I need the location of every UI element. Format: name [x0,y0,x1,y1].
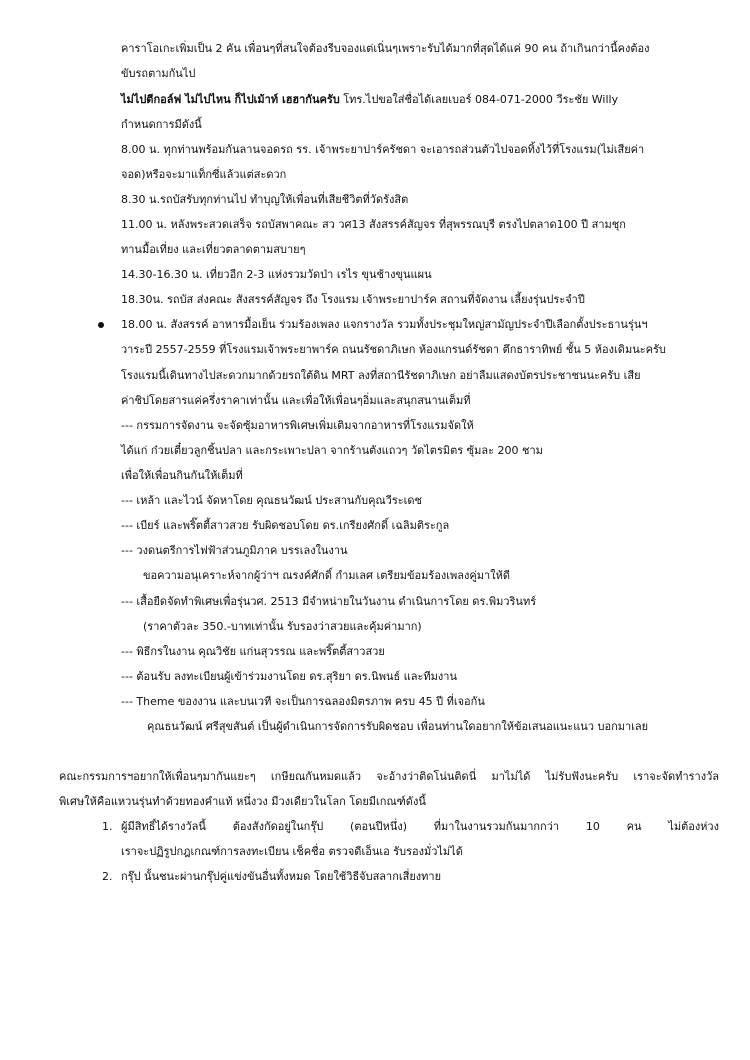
text-line: วาระปี 2557-2559 ที่โรงแรมเจ้าพระยาพาร์ค ถนนรัชดาภิเษก ห้องแกรนด์รัชดา ตึกธาราทิพย์ ชั้น 5 ห้องเดิมนะครับ [121,343,666,356]
list-number: 2. [102,870,113,883]
text-line: จอด)หรือจะมาแท็กซี่แล้วแต่สะดวก [121,168,287,181]
text-line: ขับรถตามกันไป [121,67,196,80]
text-line: 18.30น. รถบัส ส่งคณะ สังสรรค์สัญจร ถึง โรงแรม เจ้าพระยาปาร์ค สถานที่จัดงาน เลี้ยงรุ่นประจำปี [121,293,585,306]
schedule-heading: กำหนดการมีดังนี้ [121,118,202,131]
text-line: ค่าชิปโดยสารแค่ครึ่งราคาเท่านั้น และเพื่อให้เพื่อนๆอิ่มและสนุกสนานเต็มที่ [121,394,471,407]
text-line: --- เสื้อยืดจัดทำพิเศษเพื่อรุ่นวศ. 2513 มีจำหน่ายในวันงาน ดำเนินการโดย ดร.พิมวรินทร์ [121,595,537,608]
text-line: 8.30 น.รถบัสรับทุกท่านไป ทำบุญให้เพื่อนที่เสียชีวิตที่วัดรังสิต [121,193,409,206]
bullet-icon [98,322,104,328]
text-line: (ราคาตัวละ 350.-บาทเท่านั้น รับรองว่าสวยและคุ้มค่ามาก) [143,620,422,633]
list-number: 1. [102,820,113,833]
paragraph-line: คณะกรรมการฯอยากให้เพื่อนๆมากันแยะๆ เกษียณกันหมดแล้ว จะอ้างว่าติดโน่นติดนี่ มาไม่ได้ ไม่รับฟังนะครับ เราจะจัดทำรางวัล [59,770,719,783]
text-line: --- กรรมการจัดงาน จะจัดซุ้มอาหารพิเศษเพิ่มเติมจากอาหารที่โรงแรมจัดให้ [121,419,474,432]
text-line: --- เบียร์ และพริ๊ตตี้สาวสวย รับผิดชอบโดย ดร.เกรียงศักดิ์ เฉลิมติระกูล [121,519,450,532]
text-line: --- Theme ของงาน และบนเวที จะเป็นการฉลองมิตรภาพ ครบ 45 ปี ที่เจอกัน [121,695,485,708]
text-line: --- ต้อนรับ ลงทะเบียนผู้เข้าร่วมงานโดย ดร.สุริยา ดร.นิพนธ์ และทีมงาน [121,670,457,683]
text-line: 14.30-16.30 น. เที่ยวอีก 2-3 แห่งรวมวัดป่า เรไร ขุนช้างขุนแผน [121,268,432,281]
paragraph-line: พิเศษให้คือแหวนรุ่นทำด้วยทองคำแท้ หนึ่งวง มีวงเดียวในโลก โดยมีเกณฑ์ดังนี้ [59,795,426,808]
contact-text: โทร.ไปขอใส่ชื่อได้เลยเบอร์ 084-071-2000 วีระชัย Willy [339,93,619,106]
text-line: คุณธนวัฒน์ ศรีสุขสันต์ เป็นผู้ดำเนินการจัดการรับผิดชอบ เพื่อนท่านใดอยากให้ข้อเสนอแนะแนว บอกมาเลย [147,720,649,733]
text-line: เพื่อให้เพื่อนกินกันให้เต็มที่ [121,469,243,482]
text-line: --- พิธีกรในงาน คุณวิชัย แก่นสุวรรณ และพริ๊ตตี้สาวสวย [121,645,385,658]
list-item-text: ผู้มีสิทธิ์ได้รางวัลนี้ ต้องสังกัดอยู่ในกรุ๊ป (ตอนปีหนึ่ง) ที่มาในงานรวมกันมากกว่า 10 คน ไม่ต้องห่วง [121,820,719,833]
list-item-text: กรุ๊ป นั้นชนะผ่านกรุ๊ปคู่แข่งขันอื่นทั้งหมด โดยใช้วิธีจับสลากเสี่ยงทาย [121,870,442,883]
text-line: ได้แก่ ก๋วยเตี๋ยวลูกชิ้นปลา และกระเพาะปลา จากร้านตังแถวๆ วัดไตรมิตร ซุ้มละ 200 ชาม [121,444,543,457]
text-line: 8.00 น. ทุกท่านพร้อมกันลานจอดรถ รร. เจ้าพระยาปาร์ครัชดา จะเอารถส่วนตัวไปจอดทิ้งไว้ที่โรงแรม(ไม่เสียค่า [121,143,645,156]
text-line: ทานมื้อเที่ยง และเที่ยวตลาดตามสบายๆ [121,243,306,256]
text-line: โรงแรมนี้เดินทางไปสะดวกมากด้วยรถใต้ดิน MRT ลงที่สถานีรัชดาภิเษก อย่าลืมแสดงบัตรประชาชนนะครับ เสีย [121,369,641,382]
text-line: 18.00 น. สังสรรค์ อาหารมื้อเย็น ร่วมร้องเพลง แจกรางวัล รวมทั้งประชุมใหญ่สามัญประจำปีเลือกตั้งประธานรุ่นฯ [121,318,648,331]
text-line: --- วงดนตรีการไฟฟ้าส่วนภูมิภาค บรรเลงในงาน [121,544,348,557]
list-item-text: เราจะปฏิรูปกฎเกณฑ์การลงทะเบียน เช็คชื่อ ตรวจดีเอ็นเอ รับรองมั่วไม่ได้ [121,845,463,858]
text-line: ขอความอนุเคราะห์จากผู้ว่าฯ ณรงค์ศักดิ์ กำมเลศ เตรียมข้อมร้องเพลงคู่มาให้ดี [143,569,510,582]
text-line: 11.00 น. หลังพระสวดเสร็จ รถบัสพาคณะ สว วศ13 สังสรรค์สัญจร ที่สุพรรณบุรี ตรงไปตลาด100 ปี สามชุก [121,218,626,231]
bold-heading: ไม่ไปตีกอล์ฟ ไม่ไปไหน ก็ไปเม้าท์ เฮฮากันครับ [121,93,340,106]
text-line: คาราโอเกะเพิ่มเป็น 2 คัน เพื่อนๆที่สนใจต้องรีบจองแต่เนิ่นๆเพราะรับได้มากที่สุดได้แค่ 90 คน ถ้าเกินกว่านี้คงต้อง [121,42,650,55]
text-line: --- เหล้า และไวน์ จัดหาโดย คุณธนวัฒน์ ประสานกับคุณวีระเดช [121,494,423,507]
text-line [121,91,618,109]
